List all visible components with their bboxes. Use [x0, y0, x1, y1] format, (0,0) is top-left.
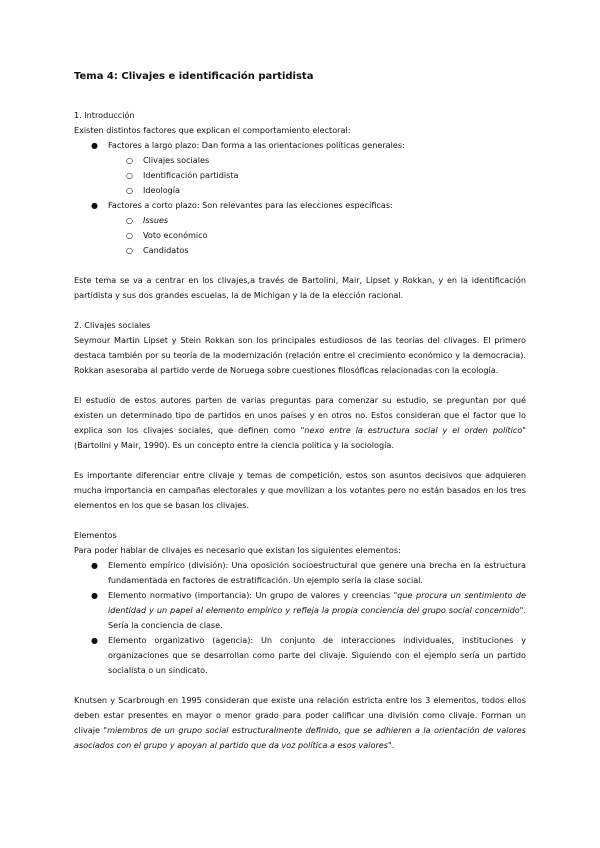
list-item-text: . Sería la conciencia de clase. [108, 605, 526, 630]
list-item-text: Candidatos [143, 245, 189, 255]
circle-bullet-icon: ○ [126, 216, 133, 225]
list-item-text: Issues [143, 215, 169, 225]
elements-list [74, 558, 526, 678]
bullet-icon: ● [91, 561, 98, 570]
list-item [74, 228, 526, 243]
circle-bullet-icon: ○ [126, 246, 133, 255]
paragraph-text: El estudio de estos autores parten de varias preguntas para comenzar su estudio, se preguntan por qué existen un determinado tipo de partidos en unos países y en otros no. Estos consideran que el factor que lo explica son los clivajes sociales, que definen como [74, 395, 526, 435]
document-body [74, 70, 526, 753]
list-item [74, 213, 526, 228]
bullet-icon: ● [91, 636, 98, 645]
social-heading: 2. Clivajes sociales [74, 320, 151, 330]
document-title: Tema 4: Clivajes e identificación partidista [74, 71, 314, 82]
list-item-text: Voto económico [143, 230, 208, 240]
circle-bullet-icon: ○ [126, 156, 133, 165]
paragraph-text: . [391, 740, 395, 750]
list-item [74, 153, 526, 168]
element-normativo [74, 588, 526, 633]
difference-paragraph: Es importante diferenciar entre clivaje y temas de competición, estos son asuntos decisivos que adquieren mucha importancia en campañas electorales y que movilizan a los votantes pero no están basados en los tres elementos en los que se basan los clivajes. [74, 470, 526, 510]
list-item-text: Elemento normativo (importancia): Un grupo de valores y creencias [108, 590, 394, 600]
spacer [74, 513, 526, 528]
short-term-label: Factores a corto plazo: Son relevantes para las elecciones específicas: [108, 200, 393, 210]
list-item-text: Identificación partidista [143, 170, 239, 180]
circle-bullet-icon: ○ [126, 171, 133, 180]
lipset-rokkan-paragraph: Seymour Martin Lipset y Stein Rokkan son los principales estudiosos de las teorías del clivages. El primero destaca también por su teoría de la modernización (relación entre el crecimiento económico y la democracia). Rokkan asesoraba al partido verde de Noruega sobre cuestiones filosóficas relacionadas con la ecología. [74, 335, 526, 375]
spacer [74, 678, 526, 693]
spacer [74, 453, 526, 468]
circle-bullet-icon: ○ [126, 186, 133, 195]
short-term-sublist-wrap [74, 213, 526, 258]
list-item [74, 243, 526, 258]
elements-heading: Elementos [74, 530, 117, 540]
quote-text: "miembros de un grupo social estructuralmente definido, que se adhieren a la orientación de valores asociados con el grupo y apoyan al partido que da voz política a esos valores" [74, 725, 527, 750]
quote-text: "que procura un sentimiento de identidad y un papel al elemento empírico y refleja la propia conciencia del grupo social concernido" [108, 590, 526, 615]
intro-lead: Existen distintos factores que explican el comportamiento electoral: [74, 125, 351, 135]
spacer [74, 258, 526, 273]
circle-bullet-icon: ○ [126, 231, 133, 240]
bullet-icon: ● [91, 201, 98, 210]
element-organizativo [74, 633, 526, 678]
quote-text: "nexo entre la estructura social y el orden político" [300, 425, 526, 435]
long-term-factor [74, 138, 526, 153]
paragraph-text: (Bartolini y Mair, 1990). Es un concepto entre la ciencia política y la sociología. [74, 440, 394, 450]
spacer [74, 303, 526, 318]
element-empirico [74, 558, 526, 588]
short-term-sublist [74, 213, 526, 258]
list-item [74, 168, 526, 183]
intro-heading: 1. Introducción [74, 110, 135, 120]
bullet-icon: ● [91, 591, 98, 600]
focus-paragraph: Este tema se va a centrar en los clivajes,a través de Bartolini, Mair, Lipset y Rokkan, y en la identificación partidista y sus dos grandes escuelas, la de Michigan y la de la elección racional. [74, 275, 526, 300]
short-term-factor [74, 198, 526, 213]
paragraph-text: Knutsen y Scarbrough en 1995 consideran que existe una relación estricta entre los 3 elementos, todos ellos deben estar presentes en mayor o menor grado para poder calificar una división como clivaje. Forman un clivaje [74, 695, 526, 735]
spacer [74, 378, 526, 393]
list-item-text: Clivajes sociales [143, 155, 210, 165]
elements-lead: Para poder hablar de clivajes es necesario que existan los siguientes elementos: [74, 545, 401, 555]
long-term-sublist-wrap [74, 153, 526, 198]
list-item-text: Ideología [143, 185, 181, 195]
list-item-text: Elemento organizativo (agencia): Un conjunto de interacciones individuales, instituciones y organizaciones que se desarrollan como parte del clivaje. Siguiendo con el ejemplo sería un partido socialista o un sindicato. [108, 635, 526, 675]
list-item-text: Elemento empírico (división): Una oposición socioestructural que genere una brecha en la estructura fundamentada en factores de estratificación. Un ejemplo sería la clase social. [108, 560, 526, 585]
factor-list [74, 138, 526, 258]
bullet-icon: ● [91, 141, 98, 150]
study-paragraph [74, 393, 526, 453]
list-item [74, 183, 526, 198]
long-term-label: Factores a largo plazo: Dan forma a las orientaciones políticas generales: [108, 140, 405, 150]
long-term-sublist [74, 153, 526, 198]
knutsen-paragraph [74, 693, 526, 753]
